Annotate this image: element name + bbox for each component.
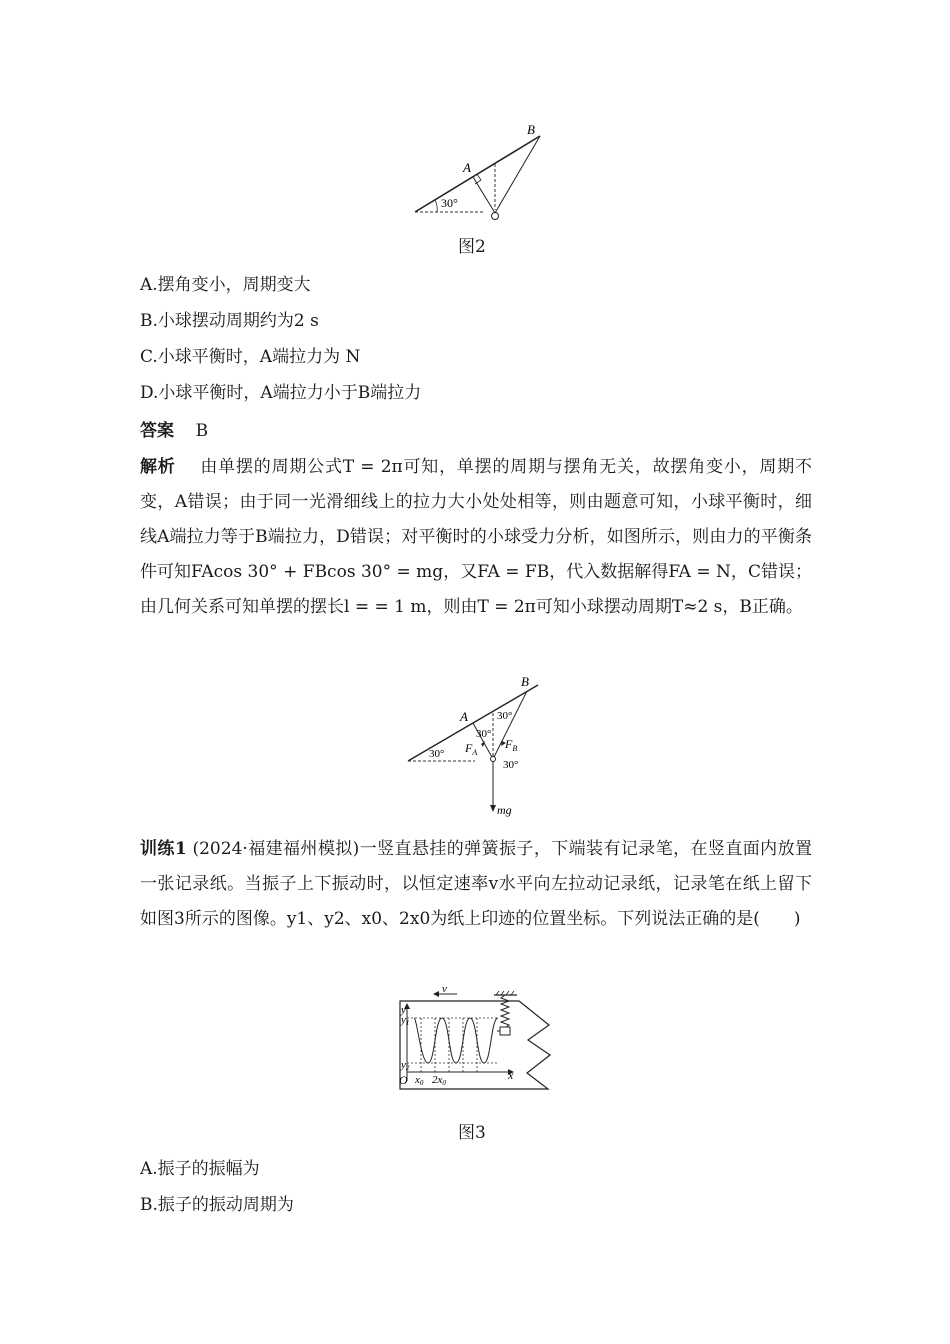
- force-label-fb: $F_B$: [505, 737, 518, 753]
- analysis-text: 由单摆的周期公式T = 2π可知，单摆的周期与摆角无关，故摆角变小，周期不变，A错误；由于同一光滑细线上的拉力大小处处相等，则由题意可知，小球平衡时，细线A端拉力等于B端拉力，D错误；对平衡时的小球受力分析，如图所示，则由力的平衡条件可知FAcos 30° + FBcos 30° = mg，又FA = FB，代入数据解得FA = N，C错误；由几何关系可知单摆的摆长l = = 1 m，则由T = 2π可知小球摆动周期T≈2 s，B正确。: [140, 457, 812, 617]
- force-angle-left: 30°: [429, 748, 445, 760]
- force-angle-right: 30°: [503, 759, 519, 771]
- option-d: D.小球平衡时，A端拉力小于B端拉力: [140, 383, 422, 403]
- force-label-mg: mg: [497, 803, 512, 817]
- fig3-label-y1: y1: [401, 1014, 410, 1027]
- option-b: B.小球摆动周期约为2 s: [140, 311, 319, 331]
- fig3-label-2x0: 2x0: [432, 1074, 446, 1087]
- force-angle-mid: 30°: [476, 728, 492, 740]
- incline-line: [415, 136, 540, 212]
- paper-outline: [400, 1001, 550, 1089]
- force-angle-top: 30°: [497, 710, 513, 722]
- answer-value: B: [195, 421, 209, 441]
- angle-arc: [435, 200, 437, 212]
- string-a: [473, 177, 495, 213]
- answer-label: 答案: [140, 421, 174, 441]
- fig3-label-x0: x0: [415, 1074, 424, 1087]
- figure-2-caption: 图2: [458, 237, 486, 257]
- fig3-label-x: x: [508, 1068, 514, 1082]
- mg-arrowhead: [490, 805, 496, 812]
- figure-3-diagram: [395, 985, 570, 1095]
- force-label-fa: $F_A$: [465, 741, 478, 757]
- figure-3-caption: 图3: [458, 1123, 486, 1143]
- string-b: [495, 136, 540, 213]
- exercise-option-a: A.振子的振幅为: [140, 1159, 260, 1179]
- fig3-label-o: O: [399, 1073, 408, 1087]
- answer-row: [140, 420, 208, 442]
- pendulum-ball: [492, 213, 499, 220]
- fig3-label-y: y: [401, 1004, 406, 1016]
- analysis-label: 解析: [140, 457, 176, 477]
- oscillator-block: [500, 1027, 510, 1035]
- exercise-label: 训练1: [140, 839, 187, 859]
- spring: [501, 995, 509, 1028]
- fig2-label-a: A: [463, 160, 471, 175]
- force-label-b: B: [521, 674, 529, 689]
- option-c: C.小球平衡时，A端拉力为 N: [140, 347, 361, 367]
- figure-2-diagram: [405, 122, 605, 222]
- exercise-text: (2024·福建福州模拟)一竖直悬挂的弹簧振子，下端装有记录笔，在竖直面内放置一张记录纸。当振子上下振动时，以恒定速率v水平向左拉动记录纸，记录笔在纸上留下如图3所示的图像。y1、y2、x0、2x0为纸上印迹的位置坐标。下列说法正确的是( ): [140, 839, 812, 929]
- fig3-label-y2: y2: [401, 1059, 410, 1072]
- exercise-paragraph: [140, 832, 812, 937]
- analysis-paragraph: [140, 450, 812, 625]
- option-a: A.摆角变小，周期变大: [140, 275, 311, 295]
- force-label-a: A: [460, 709, 468, 724]
- exercise-option-b: B.振子的振动周期为: [140, 1195, 294, 1215]
- force-ball: [491, 757, 496, 762]
- oscillation-trace: [414, 1018, 498, 1063]
- fig2-angle-label: 30°: [441, 196, 458, 210]
- fig2-label-b: B: [527, 122, 535, 137]
- velocity-arrowhead: [433, 991, 439, 997]
- fig3-label-v: v: [442, 983, 447, 995]
- force-diagram: [405, 675, 565, 820]
